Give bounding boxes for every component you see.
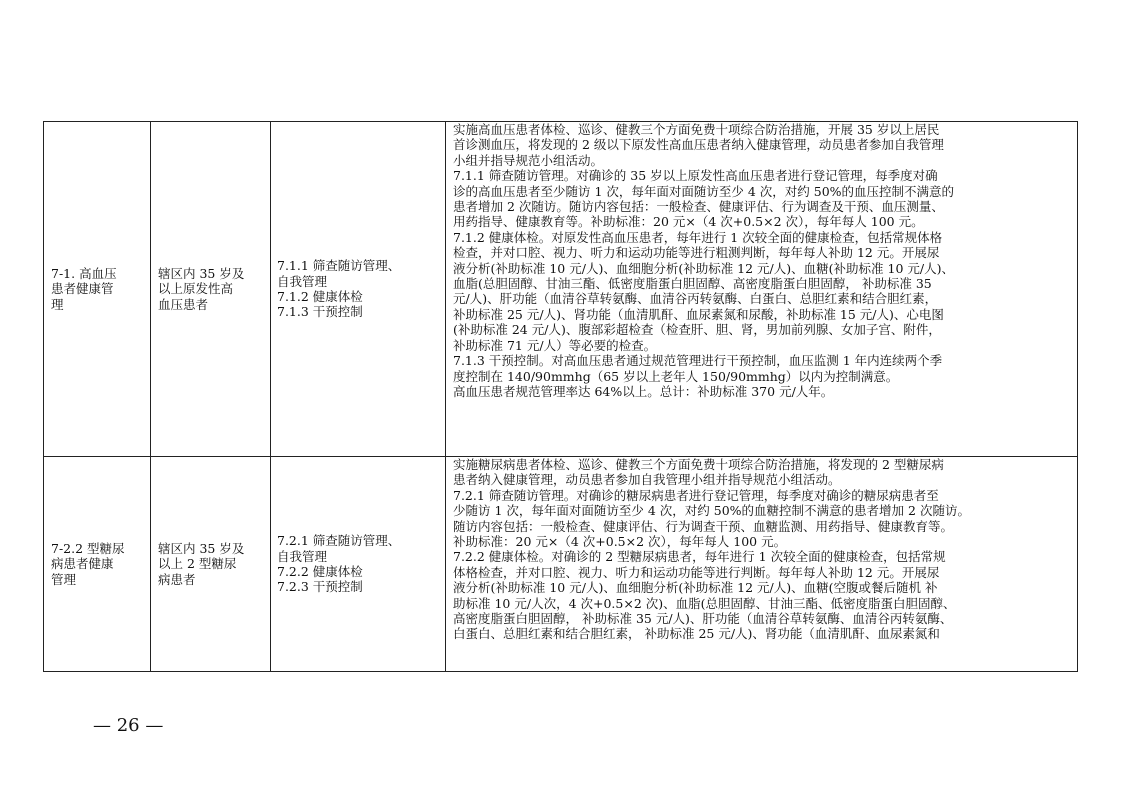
detail-line: 补助标准：20 元×（4 次+0.5×2 次），每年每人 100 元。 [453, 534, 787, 550]
content-line: 7.2.1 筛查随访管理、 [277, 533, 401, 549]
detail-line: 检查，并对口腔、视力、听力和运动功能等进行粗测判断，每年每人补助 12 元。开展尿 [453, 245, 940, 261]
project-cell [44, 457, 151, 672]
target-cell [151, 457, 271, 672]
project-line: 7-1. 高血压 [51, 265, 117, 281]
detail-line: 患者增加 2 次随访。随访内容包括：一般检查、健康评估、行为调查及干预、血压测量、 [453, 199, 944, 215]
content-line: 7.1.2 健康体检 [277, 289, 363, 304]
detail-line: 实施高血压患者体检、巡诊、健教三个方面免费十项综合防治措施，开展 35 岁以上居民 [453, 122, 940, 137]
detail-line: 补助标准 71 元/人）等必要的检查。 [453, 337, 657, 353]
target-line: 辖区内 35 岁及 [158, 540, 245, 556]
target-line: 血压患者 [158, 296, 209, 312]
content-line: 自我管理 [277, 548, 328, 564]
detail-line: 元/人)、肝功能（血清谷草转氨酶、血清谷丙转氨酶、白蛋白、总胆红素和结合胆红素， [453, 291, 938, 307]
services-table [43, 121, 1078, 672]
content-cell [271, 457, 446, 672]
content-line: 7.1.1 筛查随访管理、 [277, 258, 401, 274]
project-line: 7-2.2 型糖尿 [51, 540, 125, 556]
detail-line: 实施糖尿病患者体检、巡诊、健教三个方面免费十项综合防治措施，将发现的 2 型糖尿病 [453, 457, 944, 472]
detail-line: 7.2.1 筛查随访管理。对确诊的糖尿病患者进行登记管理，每季度对确诊的糖尿病患者至 [453, 487, 939, 503]
detail-line: 助标准 10 元/人次，4 次+0.5×2 次)、血脂(总胆固醇、甘油三酯、低密度脂蛋白胆固醇、 [453, 595, 956, 611]
target-line: 以上 2 型糖尿 [158, 556, 237, 572]
detail-line: 体格检查，并对口腔、视力、听力和运动功能等进行判断。每年每人补助 12 元。开展尿 [453, 564, 940, 580]
detail-line: 7.2.2 健康体检。对确诊的 2 型糖尿病患者，每年进行 1 次较全面的健康检查，包括常规 [453, 549, 946, 565]
table-row [44, 122, 1078, 457]
detail-line: 血脂(总胆固醇、甘油三酯、低密度脂蛋白胆固醇、高密度脂蛋白胆固醇， 补助标准 35 [453, 276, 932, 292]
target-cell [151, 122, 271, 457]
detail-line: 7.1.2 健康体检。对原发性高血压患者，每年进行 1 次较全面的健康检查，包括常规体格 [453, 229, 943, 245]
project-line: 病患者健康 [51, 556, 114, 572]
detail-line: 白蛋白、总胆红素和结合胆红素， 补助标准 25 元/人)、肾功能（血清肌酐、血尿素氮和 [453, 626, 940, 642]
detail-line: 患者纳入健康管理，动员患者参加自我管理小组并指导规范小组活动。 [453, 472, 841, 488]
detail-line: 度控制在 140/90mmhg（65 岁以上老年人 150/90mmhg）以内为控制满意。 [453, 368, 899, 384]
project-line: 患者健康管 [51, 281, 114, 297]
project-line: 管理 [51, 571, 77, 587]
content-line: 7.2.2 健康体检 [277, 564, 363, 579]
target-line: 以上原发性高 [158, 281, 234, 297]
target-line: 病患者 [158, 571, 196, 587]
detail-line: 补助标准 25 元/人)、肾功能（血清肌酐、血尿素氮和尿酸，补助标准 15 元/人)、心电图 [453, 306, 944, 322]
content-line: 7.2.3 干预控制 [277, 579, 363, 595]
detail-cell [446, 122, 1078, 457]
detail-line: 7.1.3 干预控制。对高血压患者通过规范管理进行干预控制，血压监测 1 年内连续两个季 [453, 353, 943, 369]
content-line: 7.1.3 干预控制 [277, 304, 363, 320]
project-cell [44, 122, 151, 457]
detail-line: 7.1.1 筛查随访管理。对确诊的 35 岁以上原发性高血压患者进行登记管理，每季度对确 [453, 168, 938, 184]
project-line: 理 [51, 296, 64, 312]
detail-line: 随访内容包括：一般检查、健康评估、行为调查干预、血糖监测、用药指导、健康教育等。 [453, 518, 954, 534]
detail-line: 首诊测血压，将发现的 2 级以下原发性高血压患者纳入健康管理，动员患者参加自我管理 [453, 137, 944, 153]
detail-line: 液分析(补助标准 10 元/人)、血细胞分析(补助标准 12 元/人)、血糖(空腹或餐后随机 补 [453, 580, 938, 596]
page-number: — 26 — [93, 715, 164, 736]
target-line: 辖区内 35 岁及 [158, 265, 245, 281]
detail-line: 用药指导、健康教育等。补助标准：20 元×（4 次+0.5×2 次），每年每人 100 元。 [453, 214, 924, 230]
content-line: 自我管理 [277, 273, 328, 289]
table-row [44, 457, 1078, 672]
content-cell [271, 122, 446, 457]
detail-line: 高密度脂蛋白胆固醇， 补助标准 35 元/人)、肝功能（血清谷草转氨酶、血清谷丙转氨酶、 [453, 611, 953, 627]
detail-line: 诊的高血压患者至少随访 1 次，每年面对面随访至少 4 次，对约 50%的血压控制不满意的 [453, 183, 955, 199]
detail-line: (补助标准 24 元/人)、腹部彩超检查（检查肝、胆、肾，男加前列腺、女加子宫、附件， [453, 322, 941, 338]
detail-cell [446, 457, 1078, 672]
detail-line: 少随访 1 次，每年面对面随访至少 4 次，对约 50%的血糖控制不满意的患者增加 2 次随访。 [453, 503, 970, 519]
detail-line: 高血压患者规范管理率达 64%以上。总计：补助标准 370 元/人年。 [453, 383, 834, 399]
detail-line: 小组并指导规范小组活动。 [453, 152, 604, 168]
detail-line: 液分析(补助标准 10 元/人)、血细胞分析(补助标准 12 元/人)、血糖(补助标准 10 元/人)、 [453, 260, 954, 276]
